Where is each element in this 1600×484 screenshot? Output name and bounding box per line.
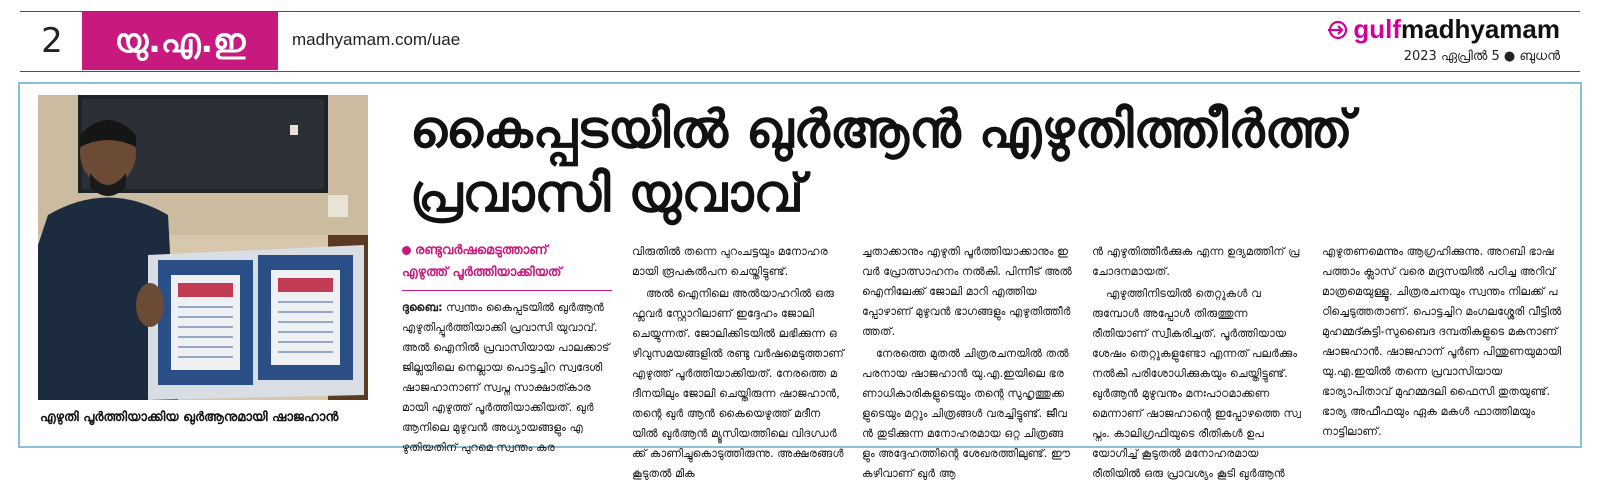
photo-illustration [38,95,368,400]
photo-caption: എഴുതി പൂർത്തിയാക്കിയ ഖുർആനുമായി ഷാജഹാൻ [40,410,339,425]
globe-arrow-icon [1327,19,1349,41]
brand-logo [1327,14,1560,45]
column-3-paragraph-1: ച്ചതാക്കാനും എഴുതി പൂർത്തിയാക്കാനും ഇവർ പ്രോത്സാഹനം നൽകി. പിന്നീട് അൽ ഐനിലേക്ക് ജോലി മാറി എത്തിയപ്പോഴാണ് മുഴുവൻ ഭാഗങ്ങളും എഴുതിത്തീർത്തത്. [862,245,1072,338]
column-5-paragraph-1: എഴുതണമെന്നും ആഗ്രഹിക്കുന്നു. അറബി ഭാഷ പത്താം ക്ലാസ് വരെ മദ്രസയിൽ പഠിച്ച അറിവ് മാത്രമെയുള്ളൂ. ചിത്രരചനയും സ്വന്തം നിലക്ക് പഠിച്ചെടുത്തതാണ്. പൊട്ടച്ചിറ മംഗലശ്ശേരി വീട്ടിൽ മുഹമ്മദ്കുട്ടി-സുബൈദ ദമ്പതികളുടെ മകനാണ് ഷാജഹാൻ. ഷാജഹാന് പൂർണ പിന്തുണയുമായി യു.എ.ഇയിൽ തന്നെ പ്രവാസിയായ ഭാര്യാപിതാവ് മുഹമ്മദലി ഫൈസി തുതയുണ്ട്. ഭാര്യ അഫീഫയും ഏക മകൾ ഫാത്തിമയും നാട്ടിലാണ്. [1322,245,1562,438]
article-column-4 [1092,242,1304,480]
headline: കൈപ്പടയിൽ ഖുർആൻ എഴുതിത്തീർത്ത് പ്രവാസി യുവാവ് [410,100,1353,224]
column-2-paragraph-1: വിരുതിൽ തന്നെ പുറംചട്ടയും മനോഹരമായി രൂപകൽപന ചെയ്തിട്ടുണ്ട്. [632,245,828,278]
brand-gulf: gulf [1353,14,1402,44]
header-bottom-rule [20,71,1580,72]
article-column-2 [632,242,844,480]
article-column-5 [1322,242,1562,440]
bullet-icon [402,246,411,255]
kicker [402,240,612,284]
article-column-1 [402,298,614,454]
section-url[interactable]: madhyamam.com/uae [292,30,461,49]
issue-date: 2023 ഏപ്രിൽ 5 ● ബുധൻ [1403,49,1560,64]
kicker-line-1: രണ്ടുവർഷമെടുത്താണ് [415,243,548,258]
section-label: യു.എ.ഇ [82,12,278,70]
column-4-paragraph-2: എഴുത്തിനിടയിൽ തെറ്റുകൾ വരുമ്പോൾ അപ്പോൾ തിരുത്തുന്ന രീതിയാണ് സ്വീകരിച്ചത്. പൂർത്തിയായ ശേഷം തെറ്റുകളുണ്ടോ എന്നത് പലർക്കും നൽകി പരിശോധിക്കുകയും ചെയ്തിട്ടുണ്ട്. ഖുർആൻ മുഴുവനും മനഃപാഠമാക്കണമെന്നാണ് ഷാജഹാന്റെ ഇപ്പോഴത്തെ സ്വപ്നം. കാലിഗ്രഫിയുടെ രീതികൾ ഉപയോഗിച്ച് കൂടുതൽ മനോഹരമായ രീതിയിൽ ഒരു പ്രാവശ്യം കൂടി ഖുർആൻ [1092,287,1301,480]
page-number: 2 [41,21,63,61]
dateline: ദുബൈ: [402,301,443,314]
column-1-paragraph: ദുബൈ: സ്വന്തം കൈപ്പടയിൽ ഖുർആൻ എഴുതിപ്പൂർത്തിയാക്കി പ്രവാസി യുവാവ്. അൽ ഐനിൽ പ്രവാസിയായ പാലക്കാട് ജില്ലയിലെ നെല്ലായ പൊട്ടച്ചിറ സ്വദേശി ഷാജഹാനാണ് സ്വപ്ന സാക്ഷാത്കാരമായി എഴുത്ത് പൂർത്തിയാക്കിയത്. ഖുർ ആനിലെ മുഴുവൻ അധ്യായങ്ങളും എഴുതിയതിന് പുറമെ സ്വന്തം കര [402,301,610,454]
page-header [0,0,1600,80]
column-3-paragraph-2: നേരത്തെ മുതൽ ചിത്രരചനയിൽ തൽപരനായ ഷാജഹാൻ യു.എ.ഇയിലെ ഭരണാധികാരികളുടെയും തന്റെ സുഹൃത്തുക്കളുടെയും മറ്റും ചിത്രങ്ങൾ വരച്ചിട്ടുണ്ട്. ജീവൻ തുടിക്കുന്ന മനോഹരമായ ഒറ്റ ചിത്രങ്ങളും അദ്ദേഹത്തിന്റെ ശേഖരത്തിലുണ്ട്. ഈ കഴിവാണ് ഖുർ ആ [862,347,1071,480]
brand-madhyamam: madhyamam [1401,14,1560,44]
article-photo [38,95,368,400]
kicker-rule [402,290,612,291]
column-2-paragraph-2: അൽ ഐനിലെ അൽയാഹറിൽ ഒരു ഫ്ലവർ സ്റ്റോറിലാണ് ഇദ്ദേഹം ജോലി ചെയ്യുന്നത്. ജോലിക്കിടയിൽ ലഭിക്കുന്ന ഒഴിവുസമയങ്ങളിൽ രണ്ടു വർഷമെടുത്താണ് എഴുത്ത് പൂർത്തിയാക്കിയത്. നേരത്തെ മദീനയിലും ജോലി ചെയ്തിരുന്ന ഷാജഹാൻ, തന്റെ ഖുർ ആൻ കൈയെഴുത്ത് മദീനയിൽ ഖുർആൻ മ്യൂസിയത്തിലെ വിദഗ്ധർക്ക് കാണിച്ചുകൊടുത്തിരുന്നു. അക്ഷരങ്ങൾ കൂടുതൽ മിക [632,287,844,480]
column-4-paragraph-1: ൻ എഴുതിത്തീർക്കുക എന്ന ഉദ്യമത്തിന് പ്രചോദനമായത്. [1092,245,1300,278]
article-column-3 [862,242,1074,480]
kicker-line-2: എഴുത്ത് പൂർത്തിയാക്കിയത് [402,265,562,280]
